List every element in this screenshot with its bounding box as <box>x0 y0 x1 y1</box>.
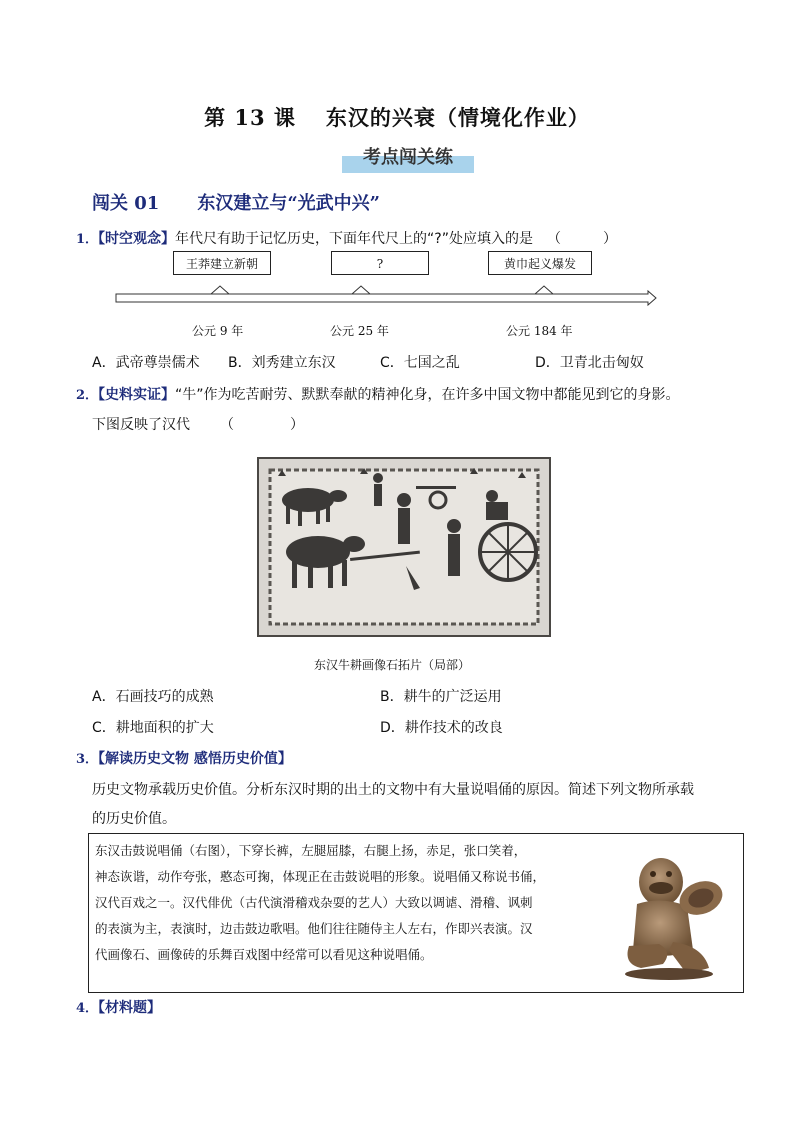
timeline-box-1: 王莽建立新朝 <box>173 251 271 275</box>
q2-option-a: A．石画技巧的成熟 <box>92 689 214 705</box>
passage-line: 汉代百戏之一。汉代俳优（古代演滑稽戏杂耍的艺人）大致以调谑、滑稽、讽刺 <box>95 895 533 910</box>
q2-option-c: C．耕地面积的扩大 <box>92 720 214 736</box>
q1-option-c: C．七国之乱 <box>380 355 460 371</box>
passage-line: 的表演为主，表演时，边击鼓边歌唱。他们往往随侍主人左右，作即兴表演。汉 <box>95 921 533 936</box>
q3-passage-box <box>88 833 744 993</box>
passage-line: 代画像石、画像砖的乐舞百戏图中经常可以看见这种说唱俑。 <box>95 947 433 962</box>
timeline-box-3: 黄巾起义爆发 <box>488 251 592 275</box>
q2-image-caption: 东汉牛耕画像石拓片（局部） <box>314 658 471 672</box>
timeline-year-2: 公元 25 年 <box>330 324 389 338</box>
q2-text-2: 下图反映了汉代 <box>92 417 190 433</box>
q3-heading <box>76 748 292 768</box>
lesson-name: 东汉的兴衰（情境化作业） <box>325 105 590 130</box>
section-name: 东汉建立与“光武中兴” <box>197 193 381 214</box>
q1-option-b: B．刘秀建立东汉 <box>228 355 336 371</box>
q4-tag: 【材料题】 <box>98 1000 162 1016</box>
banner-text: 考点闯关练 <box>363 147 453 168</box>
storyteller-figurine-image <box>613 846 739 984</box>
timeline-box-2: ? <box>331 251 429 275</box>
lesson-number: 第 13 课 <box>204 105 296 130</box>
q2-answer-paren: （ ） <box>220 417 304 433</box>
q1-option-a: A．武帝尊崇儒术 <box>92 355 200 371</box>
q1-number: 1． <box>76 232 99 247</box>
q3-number: 3． <box>76 752 99 767</box>
q3-stem-2: 的历史价值。 <box>92 811 176 827</box>
q2-option-b: B．耕牛的广泛运用 <box>380 689 502 705</box>
timeline-axis <box>110 278 670 308</box>
ox-plowing-stone-rubbing-image <box>256 456 552 640</box>
page-title <box>0 102 794 132</box>
q1-answer-paren: （ ） <box>546 231 617 247</box>
q1-tag: 【时空观念】 <box>98 231 176 247</box>
q2-stem <box>76 384 680 404</box>
timeline-year-3: 公元 184 年 <box>506 324 573 338</box>
passage-line: 东汉击鼓说唱俑（右图），下穿长裤，左腿屈膝，右腿上扬，赤足，张口笑着， <box>95 843 527 858</box>
q3-passage-text <box>95 838 615 968</box>
section-banner <box>340 143 472 173</box>
q2-stem-2 <box>92 414 304 434</box>
q2-tag: 【史料实证】 <box>98 387 176 403</box>
q2-text-1: “牛”作为吃苦耐劳、默默奉献的精神化身，在许多中国文物中都能见到它的身影。 <box>175 387 680 403</box>
q1-timeline <box>110 248 670 344</box>
section-number: 闯关 01 <box>92 193 160 214</box>
q2-option-d: D．耕作技术的改良 <box>380 720 503 736</box>
q1-stem <box>76 228 617 248</box>
q2-number: 2． <box>76 388 99 403</box>
q4-number: 4． <box>76 1001 99 1016</box>
q3-stem-1: 历史文物承载历史价值。分析东汉时期的出土的文物中有大量说唱俑的原因。简述下列文物所承载 <box>92 782 694 798</box>
q4-heading <box>76 997 161 1017</box>
section-heading <box>92 189 380 215</box>
q1-option-d: D．卫青北击匈奴 <box>535 355 644 371</box>
timeline-year-1: 公元 9 年 <box>192 324 244 338</box>
passage-line: 神态诙谐，动作夸张，憨态可掬，体现正在击鼓说唱的形象。说唱俑又称说书俑， <box>95 869 546 884</box>
q3-tag: 【解读历史文物 感悟历史价值】 <box>98 751 292 767</box>
q1-text: 年代尺有助于记忆历史，下面年代尺上的“?”处应填入的是 <box>175 231 533 247</box>
